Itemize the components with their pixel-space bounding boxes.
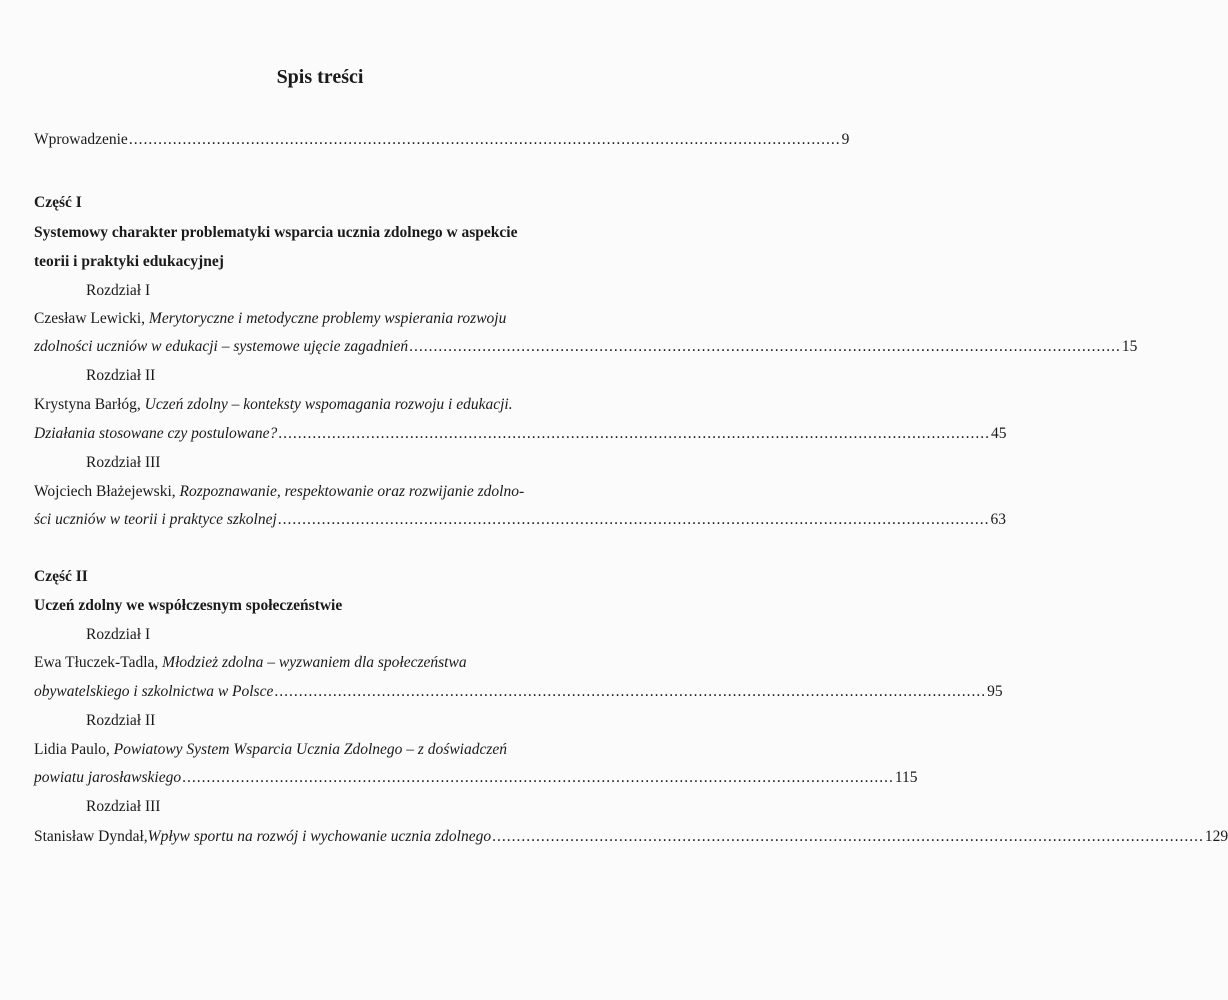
toc-entry-line[interactable] — [34, 768, 918, 788]
chapter-label: Rozdział III — [86, 798, 161, 815]
entry-title: ści uczniów w teorii i praktyce szkolnej — [34, 511, 277, 528]
leader-dots: .................................................................................................................................................. — [277, 511, 990, 528]
part-title-line: Systemowy charakter problematyki wsparcia ucznia zdolnego w aspekcie — [34, 224, 518, 241]
entry-label: Wprowadzenie — [34, 131, 128, 148]
entry-author: Lidia Paulo, — [34, 741, 114, 758]
leader-dots: .................................................................................................................................................. — [409, 338, 1121, 355]
entry-title: Powiatowy System Wsparcia Ucznia Zdolnego – z doświadczeń — [113, 741, 508, 758]
chapter-label: Rozdział III — [86, 454, 161, 471]
entry-author: Wojciech Błażejewski, — [34, 483, 180, 500]
entry-author: Czesław Lewicki, — [34, 310, 149, 327]
page-number: 95 — [987, 683, 1003, 700]
part-label: Część I — [34, 194, 82, 211]
entry-author: Stanisław Dyndał, — [34, 828, 148, 845]
page-number: 115 — [894, 769, 918, 786]
page-number: 63 — [990, 511, 1007, 528]
leader-dots: .................................................................................................................................................. — [182, 769, 894, 786]
entry-title: Rozpoznawanie, respektowanie oraz rozwijanie zdolno- — [179, 483, 525, 500]
toc-entry-line[interactable] — [34, 653, 568, 673]
toc-entry-line[interactable] — [34, 424, 1007, 444]
entry-title: Młodzież zdolna – wyzwaniem dla społeczeństwa — [162, 654, 467, 671]
toc-entry-line[interactable] — [34, 827, 1228, 847]
entry-title: Uczeń zdolny – konteksty wspomagania rozwoju i edukacji. — [144, 396, 513, 413]
toc-entry-line[interactable] — [34, 482, 568, 502]
entry-title: Wpływ sportu na rozwój i wychowanie ucznia zdolnego — [147, 828, 492, 845]
entry-author: Krystyna Barłóg, — [34, 396, 145, 413]
page-number: 45 — [991, 425, 1007, 442]
toc-entry-intro[interactable] — [34, 130, 850, 150]
toc-entry-line[interactable] — [34, 337, 1138, 357]
page-number: 129 — [1204, 828, 1228, 845]
chapter-label: Rozdział I — [86, 626, 151, 643]
part-title-line: teorii i praktyki edukacyjnej — [34, 253, 224, 270]
toc-entry-line[interactable] — [34, 510, 1007, 530]
chapter-label: Rozdział II — [86, 367, 156, 384]
part-label: Część II — [34, 568, 88, 585]
toc-entry-line[interactable] — [34, 309, 568, 329]
chapter-label: Rozdział II — [86, 712, 156, 729]
part-title-line: Uczeń zdolny we współczesnym społeczeństwie — [34, 597, 343, 614]
page-title: Spis treści — [276, 66, 364, 88]
entry-title: obywatelskiego i szkolnictwa w Polsce — [34, 683, 274, 700]
page-number: 15 — [1121, 338, 1138, 355]
entry-title: zdolności uczniów w edukacji – systemowe ujęcie zagadnień — [34, 338, 409, 355]
toc-entry-line[interactable] — [34, 740, 568, 760]
leader-dots: .................................................................................................................................................. — [492, 828, 1204, 845]
leader-dots: .................................................................................................................................................. — [274, 683, 987, 700]
page-number: 9 — [841, 131, 850, 148]
entry-author: Ewa Tłuczek-Tadla, — [34, 654, 163, 671]
toc-entry-line[interactable] — [34, 395, 568, 415]
entry-title: Działania stosowane czy postulowane? — [34, 425, 278, 442]
toc-entry-line[interactable] — [34, 682, 1003, 702]
entry-title: powiatu jarosławskiego — [34, 769, 182, 786]
leader-dots: .................................................................................................................................................. — [128, 131, 841, 148]
entry-title: Merytoryczne i metodyczne problemy wspierania rozwoju — [148, 310, 507, 327]
chapter-label: Rozdział I — [86, 282, 151, 299]
leader-dots: .................................................................................................................................................. — [278, 425, 991, 442]
